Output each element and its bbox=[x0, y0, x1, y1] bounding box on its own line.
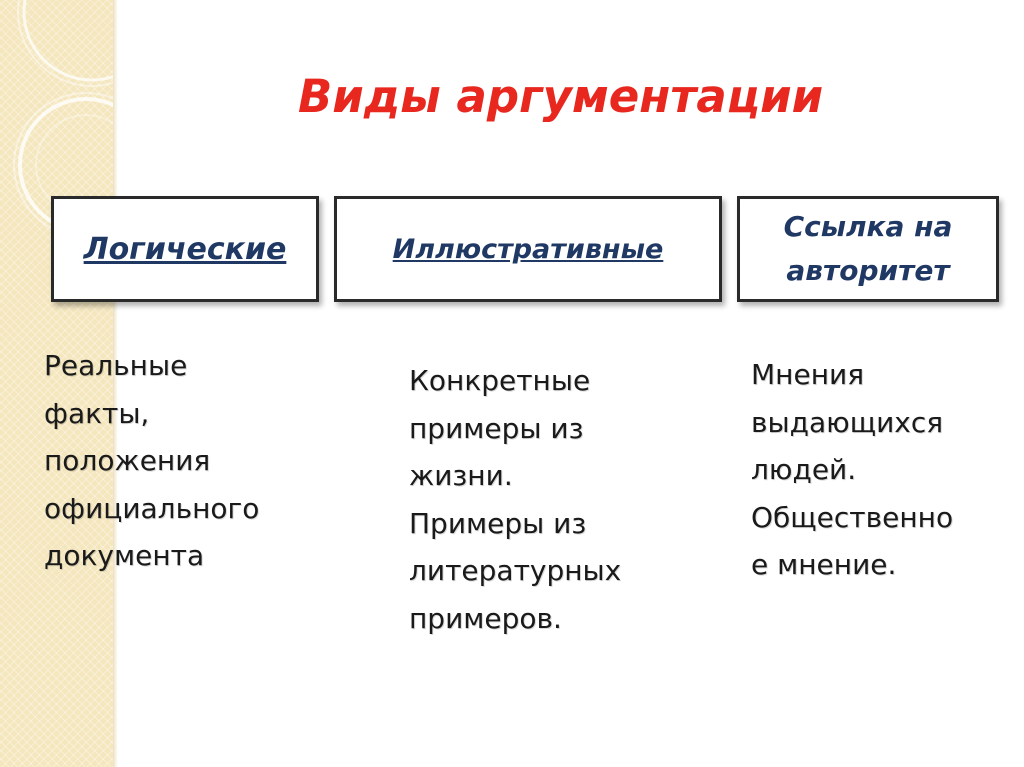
description-line: Конкретные bbox=[409, 364, 591, 397]
type-label-logical: Логические bbox=[83, 231, 287, 267]
description-logical bbox=[44, 342, 334, 580]
type-label-authority: Ссылка на авторитет bbox=[783, 210, 953, 287]
description-line: положения bbox=[44, 444, 211, 477]
description-line: литературных bbox=[409, 554, 622, 587]
description-line: документа bbox=[44, 539, 205, 572]
type-label-illustrative: Иллюстративные bbox=[392, 233, 664, 265]
description-illustrative bbox=[409, 357, 709, 642]
description-line: выдающихся bbox=[751, 405, 944, 439]
description-line: Мнения bbox=[751, 358, 865, 391]
description-line: людей. bbox=[751, 453, 857, 486]
description-line: жизни. bbox=[409, 459, 513, 492]
type-box-authority bbox=[737, 196, 999, 302]
description-line: Общественно bbox=[751, 500, 954, 534]
description-line: примеров. bbox=[409, 601, 562, 635]
slide-title: Виды аргументации bbox=[298, 70, 824, 123]
description-line: Реальные bbox=[44, 349, 188, 382]
description-line: факты, bbox=[44, 396, 150, 430]
type-box-logical bbox=[51, 196, 319, 302]
description-line: примеры из bbox=[409, 411, 584, 445]
description-line: официального bbox=[44, 491, 260, 525]
type-box-illustrative bbox=[334, 196, 722, 302]
description-line: е мнение. bbox=[751, 548, 897, 581]
description-authority bbox=[751, 351, 1011, 589]
description-line: Примеры из bbox=[409, 506, 587, 540]
